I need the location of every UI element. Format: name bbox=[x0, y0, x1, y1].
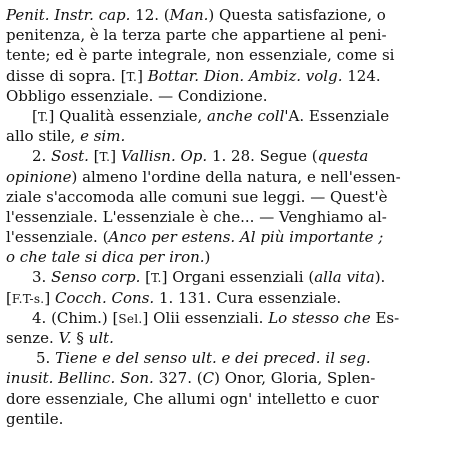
italic-run: ult. bbox=[88, 329, 114, 347]
text-run: l'essenziale. L'essenziale è che... — Venghiamo al- bbox=[6, 207, 387, 226]
italic-run: opinione bbox=[6, 167, 72, 186]
italic-run: Senso corp. bbox=[51, 268, 141, 287]
text-run: dore essenziale, Che allumi ogn' intelletto e cuor bbox=[6, 389, 379, 408]
text-line bbox=[6, 389, 459, 409]
text-line bbox=[6, 348, 459, 368]
text-run: 1. 28. Segue ( bbox=[207, 147, 318, 166]
text-run: A. Essenziale bbox=[288, 106, 390, 125]
italic-run: e sim. bbox=[80, 127, 126, 146]
italic-run: alla vita bbox=[314, 268, 375, 287]
text-run: penitenza, è la terza parte che appartiene al peni- bbox=[6, 26, 387, 45]
text-run: ziale s'accomoda alle comuni sue leggi. — Quest'è bbox=[6, 187, 388, 206]
text-line bbox=[6, 25, 459, 45]
italic-run: o che tale si dica per iron. bbox=[6, 248, 205, 267]
italic-run: Tiene e del senso ult. e dei preced. il seg. bbox=[55, 349, 371, 368]
text-run: 124. bbox=[342, 66, 381, 85]
text-run: 2. bbox=[32, 147, 52, 166]
text-run: 327. ( bbox=[153, 369, 203, 388]
text-run: § bbox=[71, 329, 89, 347]
text-line bbox=[6, 247, 459, 267]
italic-run: Sost. bbox=[51, 147, 89, 166]
text-run: tente; ed è parte integrale, non essenziale, come si bbox=[6, 46, 395, 65]
text-run: l'essenziale. ( bbox=[6, 228, 109, 247]
text-line bbox=[6, 167, 459, 187]
italic-run: Lo stesso che bbox=[268, 308, 371, 327]
source-abbrev: T. bbox=[151, 271, 162, 286]
text-run: 4. (Chim.) [ bbox=[32, 308, 119, 327]
text-run: ) Onor, Gloria, Splen- bbox=[214, 369, 376, 388]
text-line bbox=[6, 45, 459, 65]
source-abbrev: T. bbox=[37, 109, 49, 124]
text-line bbox=[6, 328, 459, 348]
source-abbrev: F.T-s. bbox=[11, 291, 45, 306]
italic-run: inusit. Bellinc. Son. bbox=[6, 369, 154, 388]
italic-run: Man. bbox=[169, 6, 209, 24]
source-abbrev: Sel. bbox=[118, 311, 143, 326]
text-run: ] Olii essenziali. bbox=[142, 308, 269, 327]
text-run: Obbligo essenziale. — Condizione. bbox=[6, 86, 268, 105]
text-run: 1. 131. Cura essenziale. bbox=[154, 288, 342, 307]
italic-run: questa bbox=[317, 147, 369, 166]
source-abbrev: T. bbox=[126, 69, 138, 84]
text-run: 3. bbox=[32, 268, 52, 287]
text-run: ] bbox=[44, 288, 56, 307]
text-run: [ bbox=[140, 268, 152, 287]
text-run: ] bbox=[137, 66, 148, 85]
text-line bbox=[6, 409, 459, 429]
text-run: senze. bbox=[6, 329, 59, 347]
text-line bbox=[6, 308, 459, 328]
italic-run: V. bbox=[58, 329, 72, 347]
text-line bbox=[6, 5, 459, 25]
text-line bbox=[6, 66, 459, 86]
text-run: ] bbox=[110, 147, 121, 166]
text-line bbox=[6, 106, 459, 126]
text-run: 12. ( bbox=[130, 6, 170, 24]
italic-run: C bbox=[202, 369, 215, 388]
text-run: [ bbox=[88, 147, 100, 166]
text-run: disse di sopra. [ bbox=[6, 66, 127, 85]
italic-run: Bottar. Dion. Ambiz. volg. bbox=[147, 66, 343, 85]
text-run: [ bbox=[32, 106, 38, 125]
text-line bbox=[6, 368, 459, 388]
text-run: ] Organi essenziali ( bbox=[161, 268, 315, 287]
italic-run: Anco per estens. Al più importante ; bbox=[108, 228, 384, 247]
italic-run: Cocch. Cons. bbox=[55, 288, 155, 307]
text-run: allo stile, bbox=[6, 127, 81, 146]
text-run: 5. bbox=[36, 349, 56, 368]
text-line bbox=[6, 187, 459, 207]
italic-run: Penit. Instr. cap. bbox=[6, 6, 131, 24]
text-run: Es- bbox=[370, 308, 400, 327]
text-line bbox=[6, 267, 459, 287]
text-line bbox=[6, 227, 459, 247]
source-abbrev: T. bbox=[99, 150, 111, 165]
text-run: ). bbox=[374, 268, 386, 287]
text-run: ) Questa satisfazione, o bbox=[208, 6, 386, 24]
italic-run: Vallisn. Op. bbox=[120, 147, 208, 166]
text-run: gentile. bbox=[6, 409, 64, 428]
italic-run: anche coll' bbox=[207, 106, 289, 125]
text-line bbox=[6, 146, 459, 166]
text-run: ) bbox=[204, 248, 211, 267]
text-run: ) almeno l'ordine della natura, e nell'essen- bbox=[71, 167, 401, 186]
text-run: ] Qualità essenziale, bbox=[48, 106, 208, 125]
text-line bbox=[6, 86, 459, 106]
text-run: [ bbox=[6, 288, 12, 307]
text-line bbox=[6, 207, 459, 227]
text-line bbox=[6, 126, 459, 146]
text-line bbox=[6, 288, 459, 308]
